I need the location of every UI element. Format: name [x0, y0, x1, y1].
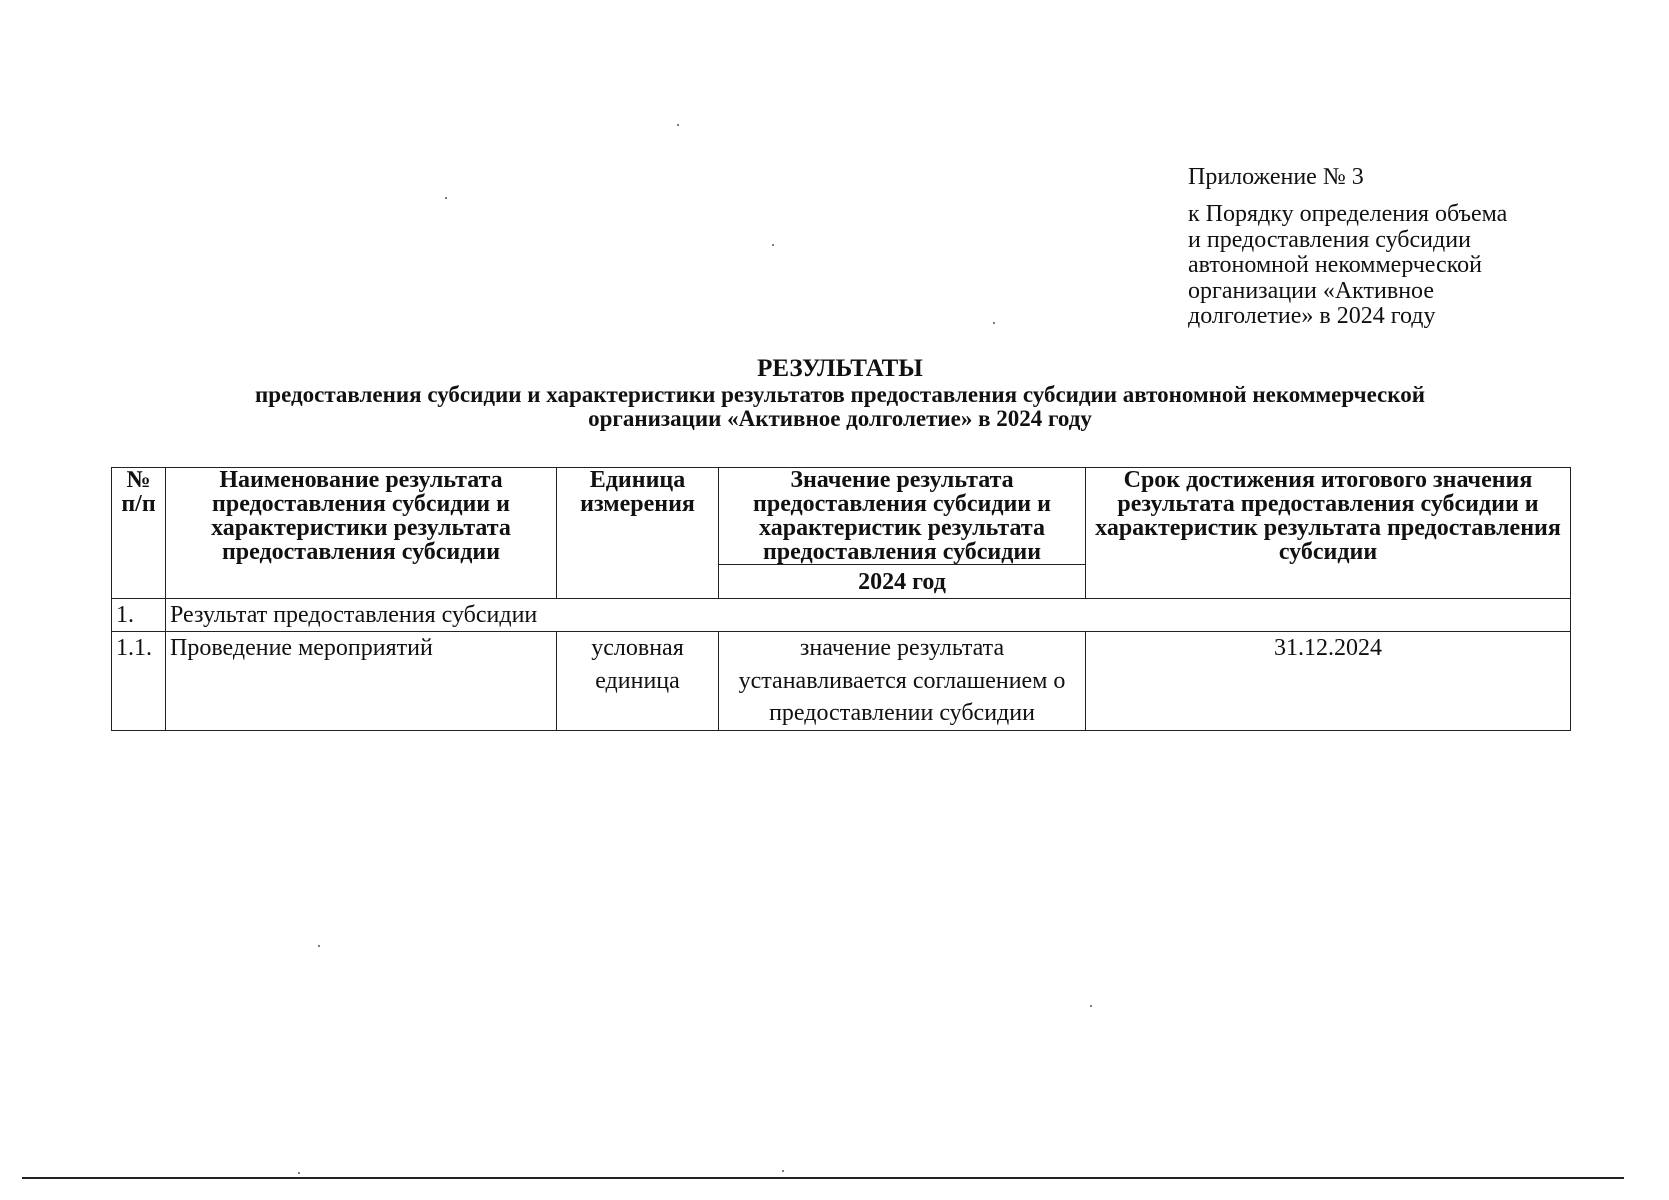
row-name: Проведение мероприятий	[166, 632, 557, 730]
scan-speck	[445, 197, 447, 199]
appendix-line: автономной некоммерческой	[1188, 252, 1482, 279]
scan-speck	[782, 1170, 784, 1172]
appendix-block	[1188, 165, 1588, 330]
row-num: 1.1.	[112, 632, 166, 730]
scan-speck	[993, 322, 995, 324]
results-table	[111, 467, 1571, 731]
title-subtitle-line-1: предоставления субсидии и характеристики результатов предоставления субсидии автономной некоммерческой	[255, 381, 1425, 407]
scan-speck	[772, 244, 774, 246]
header-value: Значение результата предоставления субсидии и характеристик результата предоставления субсидии	[719, 468, 1086, 565]
section-num: 1.	[112, 599, 166, 632]
header-unit: Единица измерения	[557, 468, 719, 599]
table-row	[112, 632, 1571, 730]
title-main: РЕЗУЛЬТАТЫ	[757, 355, 923, 382]
title-subtitle-line-2: организации «Активное долголетие» в 2024 году	[588, 405, 1092, 431]
section-label: Результат предоставления субсидии	[166, 599, 1571, 632]
row-unit: условная единица	[557, 632, 719, 730]
bottom-rule	[22, 1177, 1624, 1179]
appendix-line: организации «Активное	[1188, 277, 1434, 304]
row-deadline: 31.12.2024	[1086, 632, 1571, 730]
document-title	[110, 355, 1570, 431]
appendix-line: и предоставления субсидии	[1188, 226, 1471, 253]
appendix-line: долголетие» в 2024 году	[1188, 303, 1436, 330]
appendix-number: Приложение № 3	[1188, 164, 1364, 190]
row-value: значение результата устанавливается соглашением о предоставлении субсидии	[719, 632, 1086, 730]
header-name: Наименование результата предоставления субсидии и характеристики результата предоставления субсидии	[166, 468, 557, 599]
table-section-row	[112, 599, 1571, 632]
scan-speck	[677, 124, 679, 126]
scan-speck	[298, 1172, 300, 1174]
table-header-row	[112, 468, 1571, 565]
appendix-line: к Порядку определения объема	[1188, 201, 1508, 228]
scan-speck	[318, 945, 320, 947]
header-year: 2024 год	[719, 565, 1086, 599]
scan-speck	[1090, 1005, 1092, 1007]
header-deadline: Срок достижения итогового значения результата предоставления субсидии и характеристик результата предоставления субсидии	[1086, 468, 1571, 599]
header-num: № п/п	[112, 468, 166, 599]
